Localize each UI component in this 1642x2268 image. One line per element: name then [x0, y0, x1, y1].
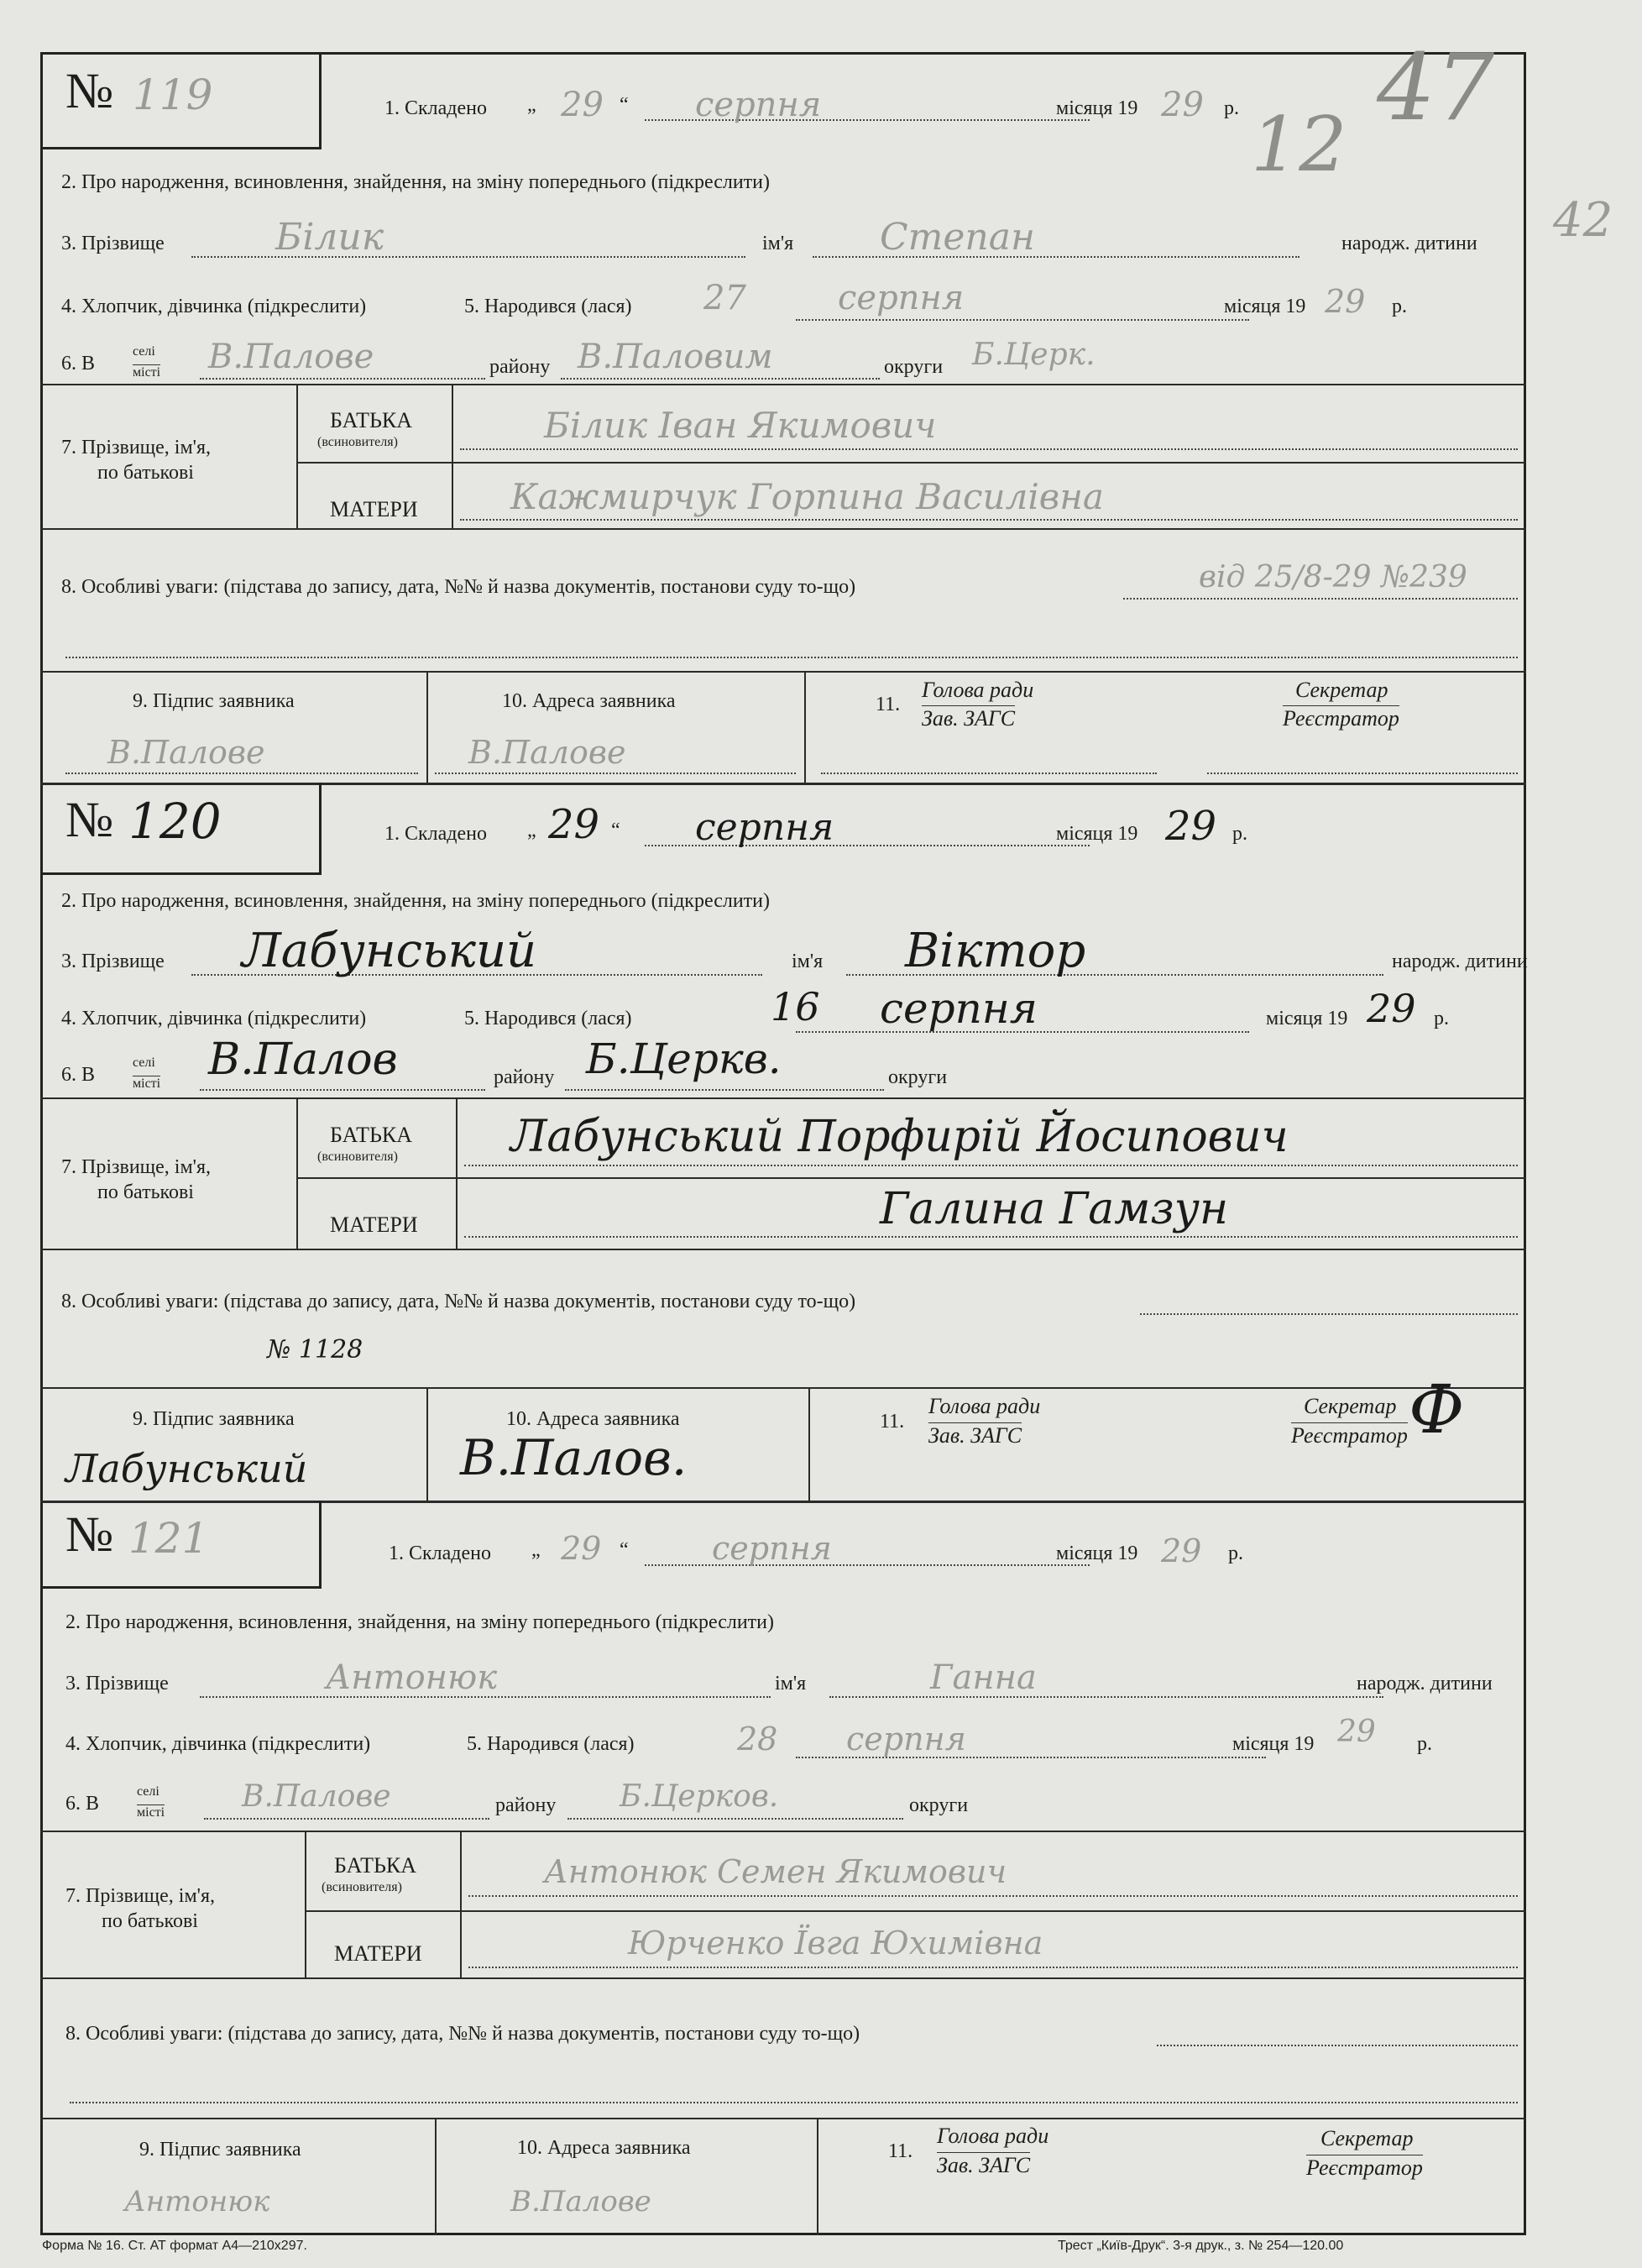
number-sign: № [65, 1506, 114, 1562]
year-suffix: р. [1224, 97, 1239, 119]
mother-line [460, 519, 1518, 521]
father-line [468, 1895, 1518, 1897]
born-year-suffix: р. [1417, 1733, 1432, 1755]
village-value: В.Палове [208, 338, 374, 376]
notes-label: 8. Особливі уваги: (підстава до запису, дата, №№ й назва документів, постанови суду то-що) [61, 1291, 856, 1312]
divider [40, 528, 1526, 530]
mother-value: Кажмирчук Горпина Василівна [510, 476, 1104, 517]
divider [40, 1387, 1526, 1389]
margin-note: 12 [1251, 101, 1347, 189]
district-label: району [495, 1794, 557, 1816]
quote-close: “ [620, 94, 629, 116]
district-value: Б.Церкв. [586, 1034, 782, 1083]
secretary-title-1: Секретар [1304, 1394, 1397, 1418]
record-number-box [40, 52, 322, 149]
divider [808, 1387, 810, 1501]
district-label: району [489, 356, 551, 378]
father-label: БАТЬКА [330, 1123, 413, 1147]
divider [460, 1831, 462, 1977]
head-num: 11. [876, 694, 901, 715]
sign-label: 9. Підпис заявника [133, 1408, 295, 1430]
quote-open: „ [527, 820, 536, 841]
father-value: Лабунський Порфирій Йосипович [510, 1112, 1289, 1162]
divider [296, 1097, 298, 1249]
composed-label: 1. Складено [384, 823, 488, 845]
born-day: 16 [771, 984, 820, 1029]
composed-label: 1. Складено [389, 1543, 492, 1564]
born-year-suffix: р. [1434, 1008, 1449, 1029]
sign-label: 9. Підпис заявника [133, 690, 295, 712]
surname-value: Білик [275, 216, 384, 259]
quote-close: “ [611, 820, 620, 841]
village-label: селі [133, 1055, 155, 1070]
place-label: 6. В [61, 1064, 96, 1086]
born-year: 29 [1325, 283, 1366, 320]
born-year-suffix: р. [1392, 296, 1407, 317]
sign-label: 9. Підпис заявника [139, 2139, 301, 2161]
father-sublabel: (всиновителя) [317, 435, 398, 449]
footer-printer-info: Трест „Київ-Друк“. 3-я друк., з. № 254—120.00 [1058, 2239, 1344, 2253]
record-number-box [40, 1501, 322, 1589]
father-value: Антонюк Семен Якимович [544, 1853, 1007, 1890]
record-2 [40, 783, 1526, 1501]
address-label: 10. Адреса заявника [506, 1408, 680, 1430]
address-line [435, 773, 796, 774]
secretary-title-2: Реєстратор [1306, 2155, 1423, 2180]
born-label: 5. Народився (лася) [464, 296, 632, 317]
father-line [464, 1165, 1518, 1166]
sign-line [65, 773, 418, 774]
father-value: Білик Іван Якимович [544, 405, 937, 446]
head-num: 11. [888, 2140, 913, 2162]
child-label: народж. дитини [1357, 1673, 1493, 1694]
composed-month: серпня [695, 86, 822, 124]
gender-label: 4. Хлопчик, дівчинка (підкреслити) [61, 296, 367, 317]
margin-note: 47 [1377, 34, 1494, 141]
district-value: Б.Церков. [620, 1779, 779, 1814]
village-label: селі [137, 1784, 159, 1799]
composed-year: 29 [1161, 1532, 1202, 1569]
gender-label: 4. Хлопчик, дівчинка (підкреслити) [65, 1733, 371, 1755]
notes-line [1123, 598, 1518, 600]
divider [452, 384, 453, 528]
record-number: 120 [128, 793, 222, 850]
parents-label: 7. Прізвище, ім'я, [65, 1885, 216, 1907]
divider [817, 2118, 818, 2235]
village-value: В.Палове [242, 1779, 391, 1814]
parents-label-2: по батькові [102, 1910, 198, 1932]
district-label: району [494, 1066, 555, 1088]
address-value: В.Палов. [460, 1429, 688, 1486]
divider [40, 1977, 1526, 1979]
parents-label-2: по батькові [97, 1181, 194, 1203]
divider [804, 671, 806, 783]
year-suffix: р. [1232, 823, 1247, 845]
month-label: місяця 19 [1056, 97, 1138, 119]
mother-line [468, 1967, 1518, 1968]
composed-label: 1. Складено [384, 97, 488, 119]
name-label: ім'я [762, 233, 794, 254]
head-title-1: Голова ради [922, 678, 1034, 702]
okrug-label: округи [888, 1066, 948, 1088]
divider [296, 462, 1526, 464]
father-label: БАТЬКА [334, 1853, 417, 1878]
number-sign: № [65, 63, 114, 118]
divider [296, 1177, 1526, 1179]
divider [456, 1097, 458, 1249]
record-number-box [40, 783, 322, 875]
parents-label: 7. Прізвище, ім'я, [61, 437, 212, 458]
composed-day: 29 [561, 86, 604, 124]
quote-open: „ [527, 94, 536, 116]
divider [40, 2118, 1526, 2119]
city-label: місті [133, 365, 161, 380]
surname-value: Антонюк [326, 1658, 498, 1697]
born-year: 29 [1337, 1715, 1376, 1749]
okrug-label: округи [909, 1794, 969, 1816]
address-label: 10. Адреса заявника [517, 2137, 691, 2159]
divider [305, 1831, 306, 1977]
village-line [200, 378, 485, 380]
divider [426, 671, 428, 783]
place-label: 6. В [65, 1793, 100, 1815]
mother-label: МАТЕРИ [330, 1213, 418, 1237]
head-title-2: Зав. ЗАГС [922, 706, 1016, 731]
name-label: ім'я [775, 1673, 807, 1694]
village-label: селі [133, 344, 155, 359]
address-label: 10. Адреса заявника [502, 690, 676, 712]
village-line [200, 1089, 485, 1091]
born-month: серпня [880, 984, 1038, 1033]
name-value: Віктор [905, 924, 1086, 978]
name-line [829, 1696, 1383, 1698]
name-value: Ганна [930, 1658, 1037, 1697]
parents-label-2: по батькові [97, 462, 194, 484]
okrug-value: Б.Церк. [972, 338, 1096, 372]
notes-line [1140, 1313, 1518, 1315]
divider [40, 671, 1526, 673]
name-value: Степан [880, 216, 1035, 259]
composed-day: 29 [548, 801, 600, 848]
mother-label: МАТЕРИ [330, 497, 418, 521]
signature: В.Палове [107, 734, 265, 771]
line2-label: 2. Про народження, всиновлення, знайдення, на зміну попереднього (підкреслити) [65, 1611, 774, 1633]
record-number: 121 [128, 1514, 209, 1563]
notes-value: від 25/8-29 №239 [1199, 560, 1467, 594]
born-day: 27 [703, 279, 746, 317]
address-value: В.Палове [468, 734, 626, 771]
month-label: місяця 19 [1056, 1543, 1138, 1564]
quote-open: „ [531, 1539, 541, 1561]
born-year: 29 [1367, 986, 1416, 1031]
notes-line-2 [70, 2102, 1518, 2103]
number-sign: № [65, 792, 114, 847]
address-value: В.Палове [510, 2185, 651, 2218]
district-value: В.Паловим [578, 338, 773, 376]
father-line [460, 448, 1518, 450]
district-line [565, 1089, 884, 1091]
head-title-2: Зав. ЗАГС [937, 2153, 1031, 2177]
notes-value: № 1128 [267, 1335, 363, 1364]
head-title-1: Голова ради [928, 1394, 1041, 1418]
born-month-label: місяця 19 [1266, 1008, 1348, 1029]
secretary-title-2: Реєстратор [1283, 706, 1399, 731]
notes-label: 8. Особливі уваги: (підстава до запису, дата, №№ й назва документів, постанови суду то-що) [65, 2023, 860, 2045]
composed-month: серпня [712, 1530, 832, 1567]
composed-year: 29 [1161, 86, 1204, 124]
born-month: серпня [846, 1721, 966, 1757]
secretary-title-2: Реєстратор [1291, 1423, 1408, 1448]
signature: Антонюк [124, 2185, 270, 2218]
divider [435, 2118, 437, 2235]
father-sublabel: (всиновителя) [322, 1880, 402, 1894]
mother-value: Юрченко Ївга Юхимівна [628, 1925, 1043, 1962]
month-label: місяця 19 [1056, 823, 1138, 845]
line2-label: 2. Про народження, всиновлення, знайдення, на зміну попереднього (підкреслити) [61, 890, 770, 912]
city-label: місті [133, 1076, 161, 1091]
surname-label: 3. Прізвище [61, 951, 165, 972]
divider [296, 384, 298, 528]
line2-label: 2. Про народження, всиновлення, знайдення, на зміну попереднього (підкреслити) [61, 171, 770, 193]
district-line [561, 378, 880, 380]
okrug-label: округи [884, 356, 944, 378]
notes-line-2 [65, 657, 1518, 658]
born-label: 5. Народився (лася) [467, 1733, 635, 1755]
surname-value: Лабунський [242, 924, 537, 978]
surname-label: 3. Прізвище [65, 1673, 169, 1694]
divider [40, 1249, 1526, 1250]
head-line [821, 773, 1157, 774]
name-label: ім'я [792, 951, 824, 972]
quote-close: “ [620, 1539, 629, 1561]
place-label: 6. В [61, 353, 96, 375]
born-month-label: місяця 19 [1232, 1733, 1315, 1755]
composed-year: 29 [1165, 803, 1217, 850]
divider [40, 1831, 1526, 1832]
gender-label: 4. Хлопчик, дівчинка (підкреслити) [61, 1008, 367, 1029]
secretary-title-1: Секретар [1320, 2126, 1414, 2150]
surname-label: 3. Прізвище [61, 233, 165, 254]
mother-value: Галина Гамзун [880, 1184, 1229, 1234]
born-month-line [796, 319, 1249, 321]
father-sublabel: (всиновителя) [317, 1150, 398, 1164]
born-label: 5. Народився (лася) [464, 1008, 632, 1029]
margin-note: 42 [1553, 193, 1613, 248]
record-3 [40, 1501, 1526, 2235]
divider [40, 384, 1526, 385]
mother-line [464, 1236, 1518, 1238]
secretary-title-1: Секретар [1295, 678, 1388, 702]
born-month: серпня [838, 279, 965, 317]
district-line [567, 1818, 903, 1820]
notes-line [1157, 2045, 1518, 2046]
father-label: БАТЬКА [330, 408, 413, 432]
secretary-signature: Ф [1409, 1370, 1465, 1448]
village-value: В.Палов [208, 1034, 398, 1085]
footer-form-info: Форма № 16. Ст. АТ формат А4—210х297. [42, 2239, 307, 2253]
mother-label: МАТЕРИ [334, 1941, 422, 1966]
parents-label: 7. Прізвище, ім'я, [61, 1156, 212, 1178]
city-label: місті [137, 1805, 165, 1820]
divider [426, 1387, 428, 1501]
secretary-line [1207, 773, 1518, 774]
born-day: 28 [737, 1721, 778, 1757]
born-month-label: місяця 19 [1224, 296, 1306, 317]
surname-line [191, 256, 745, 258]
year-suffix: р. [1228, 1543, 1243, 1564]
head-title-2: Зав. ЗАГС [928, 1423, 1022, 1448]
divider [40, 1097, 1526, 1099]
head-num: 11. [880, 1411, 905, 1433]
child-label: народж. дитини [1392, 951, 1528, 972]
notes-label: 8. Особливі уваги: (підстава до запису, дата, №№ й назва документів, постанови суду то-що) [61, 576, 856, 598]
village-line [204, 1818, 489, 1820]
composed-month: серпня [695, 806, 834, 849]
head-title-1: Голова ради [937, 2124, 1049, 2148]
signature: Лабунський [65, 1446, 308, 1491]
composed-day: 29 [561, 1530, 602, 1567]
child-label: народж. дитини [1341, 233, 1477, 254]
record-number: 119 [133, 71, 213, 119]
divider [305, 1910, 1526, 1912]
